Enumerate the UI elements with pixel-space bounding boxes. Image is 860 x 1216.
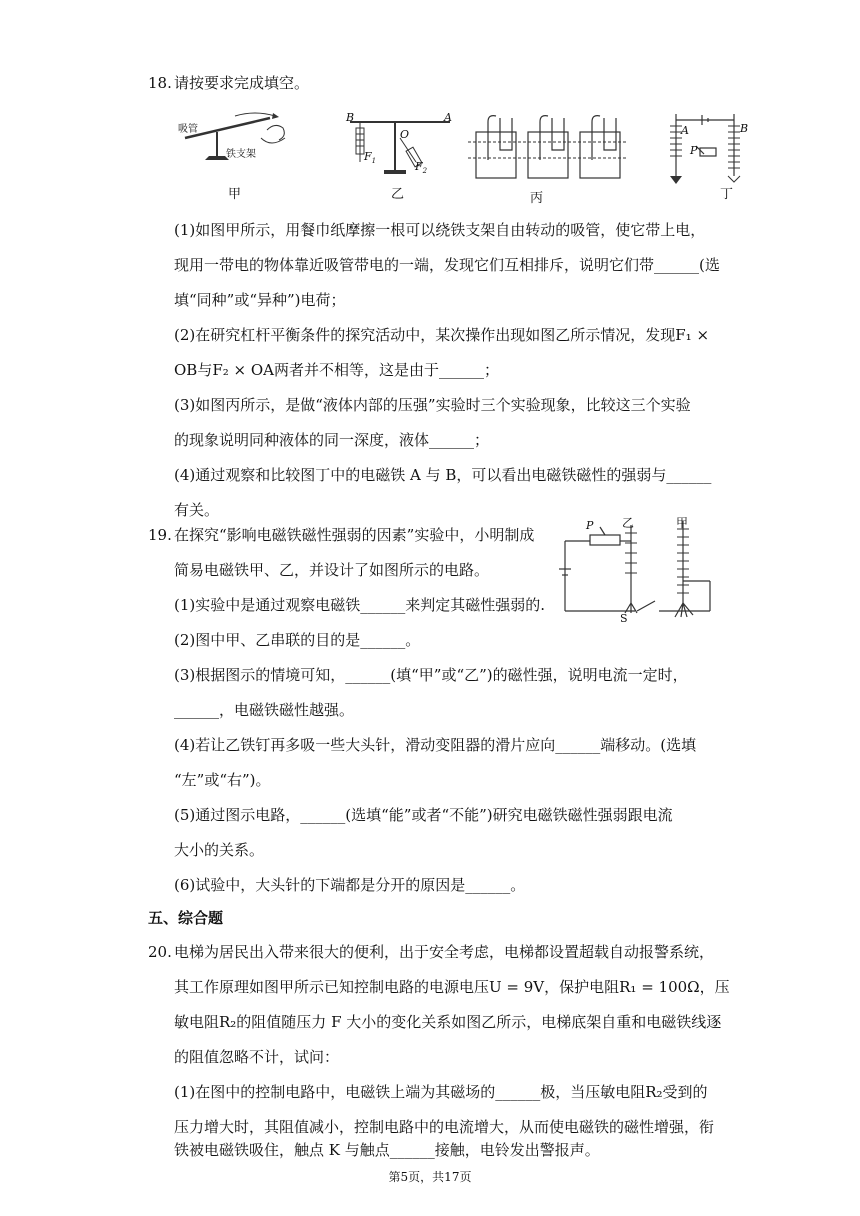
question-number-20: 20. <box>148 943 172 961</box>
label-q19-jia: 甲 <box>676 516 689 530</box>
figure-bing-liquid-pressure-diagram <box>468 110 628 190</box>
q19-line-1: 在探究“影响电磁铁磁性强弱的因素”实验中，小明制成 <box>174 526 535 544</box>
figure-yi-lever-diagram <box>340 112 460 182</box>
q20-line-6: 压力增大时，其阻值减小，控制电路中的电流增大，从而使电磁铁的磁性增强，衔 <box>174 1118 715 1136</box>
question-number-18: 18. <box>148 74 172 92</box>
label-iron-stand: 铁支架 <box>226 149 256 160</box>
label-yi-B: B <box>346 111 355 124</box>
q19-line-7: (4)若让乙铁钉再多吸一些大头针，滑动变阻器的滑片应向______端移动。(选填 <box>174 736 697 754</box>
page-footer: 第5页，共17页 <box>388 1170 472 1184</box>
label-yi-F1: $F_1$ <box>364 150 377 166</box>
q20-line-3: 敏电阻R₂的阻值随压力 F 大小的变化关系如图乙所示，电梯底架自重和电磁铁线逐 <box>174 1013 722 1031</box>
section-title-comprehensive: 五、综合题 <box>148 909 224 927</box>
q19-line-9: (5)通过图示电路，______(选填“能”或者“不能”)研究电磁铁磁性强弱跟电流 <box>174 806 673 824</box>
label-yi-F2: $F_2$ <box>415 160 428 176</box>
q20-line-5: (1)在图中的控制电路中，电磁铁上端为其磁场的______极，当压敏电阻R₂受到的 <box>174 1083 708 1101</box>
q19-line-2: 简易电磁铁甲、乙，并设计了如图所示的电路。 <box>174 561 490 579</box>
q18-line-1: (1)如图甲所示，用餐巾纸摩擦一根可以绕铁支架自由转动的吸管，使它带上电， <box>174 221 706 239</box>
figure-caption-ding: 丁 <box>720 187 734 202</box>
q19-line-5: (3)根据图示的情境可知，______(填“甲”或“乙”)的磁性强，说明电流一定时， <box>174 666 688 684</box>
figure-caption-jia: 甲 <box>228 187 242 202</box>
q18-line-8: (4)通过观察和比较图丁中的电磁铁 A 与 B，可以看出电磁铁磁性的强弱与______ <box>174 466 712 484</box>
label-ding-A: A <box>681 124 689 137</box>
figure-caption-bing: 丙 <box>530 191 544 206</box>
q18-line-9: 有关。 <box>174 501 220 519</box>
q19-line-4: (2)图中甲、乙串联的目的是______。 <box>174 631 421 649</box>
q19-line-10: 大小的关系。 <box>174 841 265 859</box>
question-number-19: 19. <box>148 526 172 544</box>
q20-line-2: 其工作原理如图甲所示已知控制电路的电源电压U = 9V，保护电阻R₁ = 100Ω，压 <box>174 978 730 996</box>
label-yi-O: O <box>400 128 410 141</box>
q19-line-8: “左”或“右”)。 <box>174 771 271 789</box>
q18-line-4: (2)在研究杠杆平衡条件的探究活动中，某次操作出现如图乙所示情况，发现F₁ × <box>174 326 710 344</box>
label-q19-P: P <box>586 519 594 532</box>
q18-line-3: 填“同种”或“异种”)电荷； <box>174 291 346 309</box>
q18-line-2: 现用一带电的物体靠近吸管带电的一端，发现它们互相排斥，说明它们带______(选 <box>174 256 720 274</box>
q19-line-3: (1)实验中是通过观察电磁铁______来判定其磁性强弱的. <box>174 596 546 614</box>
q20-line-7: 铁被电磁铁吸住，触点 K 与触点______接触，电铃发出警报声。 <box>174 1141 600 1159</box>
q19-line-6: ______，电磁铁磁性越强。 <box>174 701 355 719</box>
label-ding-B: B <box>740 122 749 135</box>
q20-line-1: 电梯为居民出入带来很大的便利，出于安全考虑，电梯都设置超载自动报警系统， <box>174 943 715 961</box>
figure-q19-circuit-diagram <box>555 513 720 631</box>
q18-line-5: OB与F₂ × OA两者并不相等，这是由于______； <box>174 361 499 379</box>
q20-line-4: 的阻值忽略不计，试问： <box>174 1048 340 1066</box>
question-18-title: 请按要求完成填空。 <box>174 74 310 92</box>
figure-caption-yi: 乙 <box>391 187 405 202</box>
q18-line-7: 的现象说明同种液体的同一深度，液体______； <box>174 431 490 449</box>
label-q19-yi: 乙 <box>622 516 635 530</box>
q19-line-11: (6)试验中，大头针的下端都是分开的原因是______。 <box>174 876 526 894</box>
q18-line-6: (3)如图丙所示，是做“液体内部的压强”实验时三个实验现象，比较这三个实验 <box>174 396 691 414</box>
label-ding-P: P <box>690 144 698 157</box>
label-yi-A: A <box>444 111 452 124</box>
label-q19-S: S <box>620 612 628 625</box>
label-straw: 吸管 <box>178 124 198 135</box>
